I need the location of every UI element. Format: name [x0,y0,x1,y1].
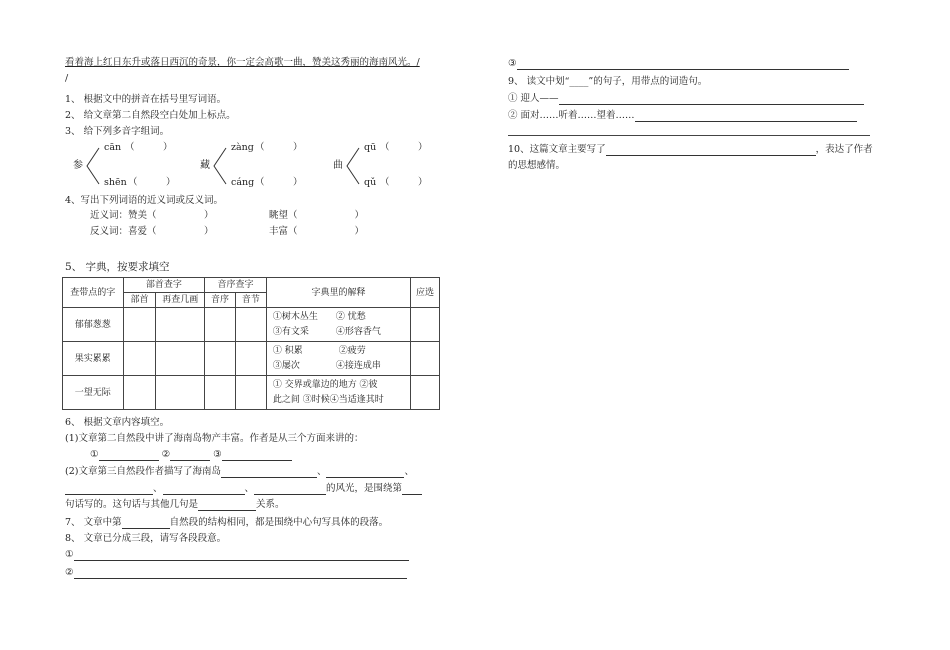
table-row [63,308,440,342]
separator: 、 [404,466,414,477]
table-cell[interactable] [156,342,205,376]
table-cell[interactable] [156,376,205,410]
pinyin-bottom: cáng [231,177,255,188]
answer-blank[interactable] [65,484,153,495]
synonym-row: 近义词：赞美（ ） [90,210,214,221]
answer-blank[interactable] [254,484,326,495]
table-row [63,342,440,376]
answer-blank[interactable] [198,500,256,511]
polyphone-char: 参 [73,160,83,171]
dictionary-table [62,277,440,410]
answer-blank[interactable] [517,59,849,70]
table-cell[interactable] [235,376,266,410]
answer-blank[interactable] [163,484,245,495]
meaning-line: 此之间 ③时候④当适逢其时 [272,394,384,405]
question-8: 8、 文章已分成三段，请写各段段意。 [65,533,227,544]
antonym-row-right: 丰富（ ） [269,226,365,237]
mark: ① [65,549,74,560]
mark: ③ [508,58,517,69]
answer-blank[interactable] [402,484,422,495]
question-9-1 [508,93,864,105]
table-subheader: 再查几画 [156,293,205,308]
table-cell[interactable] [235,308,266,342]
q8-answer-2 [65,567,407,579]
separator: 、 [244,483,255,494]
question-6-1: (1)文章第二自然段中讲了海南岛物产丰富。作者是从三个方面来讲的： [65,433,364,444]
answer-blank[interactable] [221,467,317,478]
q10-text: ，表达了作者 [815,144,873,155]
answer-blank[interactable] [326,467,404,478]
question-3: 3、 给下列多音字组词。 [65,126,170,137]
pinyin-top: zàng [231,142,254,153]
synonym-row-right: 眺望（ ） [269,210,365,221]
table-word: 一望无际 [63,376,124,410]
table-cell[interactable] [411,308,440,342]
answer-blank[interactable] [559,94,864,105]
meaning-line: ③屡次 ④接连成串 [272,360,381,371]
question-9: 9、 读文中划“____”的句子，用带点的词造句。 [508,76,708,87]
table-cell[interactable] [123,376,156,410]
table-cell[interactable] [411,376,440,410]
table-word: 郁郁葱葱 [63,308,124,342]
pinyin-bottom: shēn [104,177,127,188]
polyphone-char: 藏 [200,160,210,171]
table-cell[interactable] [205,342,236,376]
table-meaning [266,308,410,342]
q10-text: 10、这篇文章主要写了 [508,144,606,155]
table-header: 音序查字 [205,278,267,293]
table-cell[interactable] [411,342,440,376]
mark: ② [161,449,171,460]
answer-blank[interactable] [635,111,857,122]
intro-line-1: 看着海上红日东升或落日西沉的奇景，你一定会高歌一曲，赞美这秀丽的海南风光。/ [65,57,420,68]
answer-blank[interactable] [222,450,292,461]
table-header: 部首查字 [123,278,205,293]
bracket-icon [213,146,227,186]
q7-text: 7、 文章中第 [65,517,122,528]
table-header: 应选 [411,278,440,308]
question-9-2 [508,110,857,122]
table-header: 查带点的字 [63,278,124,308]
q9-text: ① 迎人—— [508,93,559,104]
question-1: 1、 根据文中的拼音在括号里写词语。 [65,94,227,105]
table-cell[interactable] [123,308,156,342]
question-6-2-cont [65,483,422,495]
paren-bottom[interactable]: （ ） [380,177,428,188]
table-word: 果实累累 [63,342,124,376]
bracket-icon [86,146,100,186]
question-6-2-end [65,499,285,511]
table-header: 字典里的解释 [266,278,410,308]
pinyin-bottom: qǔ [364,177,377,188]
paren-bottom[interactable]: （ ） [255,177,303,188]
q8-answer-1 [65,549,409,561]
table-cell[interactable] [205,308,236,342]
table-subheader: 部首 [123,293,156,308]
paren-bottom[interactable]: （ ） [128,177,176,188]
question-6-2 [65,466,414,478]
mark: ③ [213,449,222,460]
q6-2-text: 句话写的。这句话与其他几句是 [65,499,199,510]
paren-top[interactable]: （ ） [380,142,428,153]
q6-2-text: (2)文章第三自然段作者描写了海南岛 [65,466,221,477]
pinyin-top: cān [104,142,122,153]
separator: 、 [153,483,163,494]
table-meaning [266,376,410,410]
answer-blank[interactable] [74,550,409,561]
meaning-line: ①树木丛生 ② 忧愁 [272,311,366,322]
paren-top[interactable]: （ ） [255,142,303,153]
meaning-line: ③有文采 ④形容香气 [272,326,381,337]
table-meaning [266,342,410,376]
answer-blank[interactable] [170,450,210,461]
antonym-row: 反义词：喜爱（ ） [90,226,214,237]
q6-1-answers [90,449,292,461]
mark: ② [65,567,74,578]
answer-blank[interactable] [606,145,816,156]
question-10-end: 的思想感情。 [508,160,566,171]
table-subheader: 音序 [205,293,236,308]
q7-text: 自然段的结构相同，都是围绕中心句写具体的段落。 [169,517,389,528]
question-6: 6、 根据文章内容填空。 [65,417,170,428]
table-subheader: 音节 [235,293,266,308]
answer-blank[interactable] [74,568,407,579]
meaning-line: ① 积累 ②疲劳 [272,345,366,356]
table-cell[interactable] [235,342,266,376]
answer-blank[interactable] [99,450,159,461]
polyphone-char: 曲 [333,160,343,171]
question-2: 2、 给文章第二自然段空白处加上标点。 [65,110,236,121]
q9-text: ② 面对……听着……望着…… [508,110,635,121]
table-cell[interactable] [123,342,156,376]
meaning-line: ① 交界或靠边的地方 ②彼 [272,379,378,390]
table-cell[interactable] [205,376,236,410]
paren-top[interactable]: （ ） [125,142,173,153]
question-7 [65,517,388,529]
q6-2-text: 的风光，是围绕第 [326,483,403,494]
answer-line[interactable] [508,135,870,136]
mark: ① [90,449,99,460]
answer-blank[interactable] [122,518,170,529]
table-row [63,376,440,410]
question-10 [508,144,873,156]
question-5-title: 5、 字典，按要求填空 [65,261,170,273]
pinyin-top: qū [364,142,377,153]
intro-line-2: / [65,73,69,84]
separator: 、 [316,466,327,477]
bracket-icon [346,146,360,186]
question-4: 4、写出下列词语的近义词或反义词。 [65,195,224,206]
r-answer-3 [508,58,849,70]
q6-2-text: 关系。 [256,499,285,510]
table-cell[interactable] [156,308,205,342]
